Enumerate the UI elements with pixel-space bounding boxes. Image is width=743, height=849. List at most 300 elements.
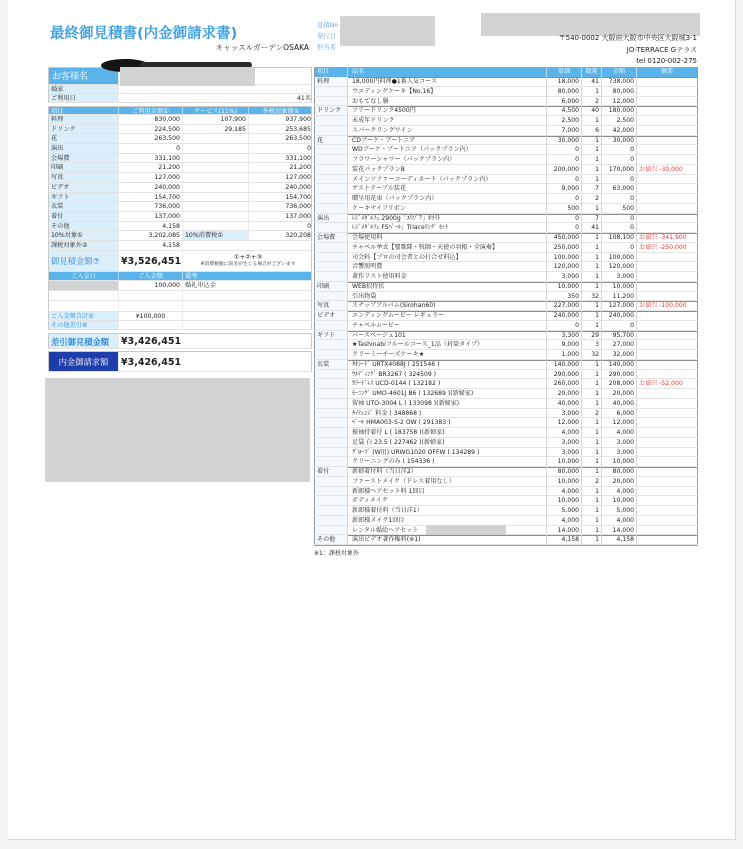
company-tel: tel 0120-002-275 (636, 57, 697, 65)
detail-row (314, 321, 698, 331)
detail-item-name: ｳｴﾃﾞｨﾝｸﾞ BR3267 ( 324509 ) (348, 370, 547, 379)
detail-quantity: 1 (582, 535, 602, 544)
summary-row-amount: 263,500 (119, 134, 183, 143)
detail-category (314, 448, 348, 457)
detail-category: ドリンク (314, 106, 348, 115)
detail-amount: 0 (602, 145, 637, 154)
detail-item-name: 引出物袋 (348, 292, 547, 301)
detail-row (314, 379, 698, 389)
detail-unit-price: 80,000 (547, 467, 582, 476)
other-deduction-row (48, 321, 312, 330)
summary-row (48, 125, 312, 135)
detail-category (314, 243, 348, 252)
detail-item-name: 新婦着付料（当日洋2） (348, 467, 547, 476)
detail-row (314, 106, 698, 116)
detail-quantity: 2 (582, 194, 602, 203)
detail-row (314, 116, 698, 126)
summary-row (48, 154, 312, 164)
detail-category (314, 184, 348, 193)
detail-unit-price: 0 (547, 321, 582, 330)
detail-category (314, 379, 348, 388)
detail-category (314, 399, 348, 408)
detail-quantity: 2 (582, 97, 602, 106)
detail-unit-price: 3,000 (547, 438, 582, 447)
summary-header-service: サービス(11%) (183, 107, 249, 114)
detail-amount: 0 (602, 155, 637, 164)
detail-remark (637, 311, 698, 320)
detail-row (314, 97, 698, 107)
detail-amount: 3,000 (602, 272, 637, 281)
detail-amount: 208,000 (602, 379, 637, 388)
detail-header-price: 単価 (547, 67, 582, 77)
detail-remark (637, 448, 698, 457)
detail-category (314, 526, 348, 535)
detail-amount: 63,000 (602, 184, 637, 193)
detail-rows (314, 77, 698, 545)
detail-quantity: 41 (582, 223, 602, 232)
summary-row-amount: 240,000 (119, 183, 183, 192)
summary-row-taxable: 937,900 (285, 116, 311, 123)
detail-row (314, 487, 698, 497)
summary-row-taxable: 127,000 (285, 174, 311, 182)
detail-row (314, 331, 698, 341)
detail-row (314, 311, 698, 321)
detail-unit-price: 6,000 (547, 97, 582, 106)
detail-quantity: 1 (582, 389, 602, 398)
detail-quantity: 1 (582, 399, 602, 408)
summary-row-service (183, 173, 249, 182)
detail-unit-price: 450,000 (547, 233, 582, 242)
detail-unit-price: 3,300 (547, 331, 582, 340)
detail-row (314, 272, 698, 282)
detail-row (314, 223, 698, 233)
estimate-total-label: 御見積金額⑦ (49, 251, 119, 271)
detail-row (314, 516, 698, 526)
summary-row (48, 163, 312, 173)
detail-remark (637, 126, 698, 135)
summary-row-service (183, 163, 249, 172)
detail-row (314, 418, 698, 428)
detail-amount: 6,000 (602, 409, 637, 418)
detail-quantity: 1 (582, 155, 602, 164)
detail-category (314, 477, 348, 486)
detail-category (314, 165, 348, 174)
detail-remark (637, 516, 698, 525)
detail-row (314, 535, 698, 545)
detail-unit-price: 40,000 (547, 399, 582, 408)
summary-row-service (183, 134, 249, 143)
summary-row-amount: 830,000 (119, 115, 183, 124)
detail-remark (637, 418, 698, 427)
detail-item-name: 18,000円料理●1番人気コース (348, 77, 547, 86)
detail-quantity: 29 (582, 331, 602, 340)
summary-row-service (183, 183, 249, 192)
detail-remark (637, 399, 698, 408)
detail-remark (637, 457, 698, 466)
detail-item-name: ゲストテーブル装花 (348, 184, 547, 193)
detail-category (314, 389, 348, 398)
detail-quantity: 1 (582, 311, 602, 320)
guest-count: 41名 (296, 95, 311, 102)
detail-item-name: 演出ビデオ著作権料(※1) (348, 535, 547, 544)
detail-item-name: ﾀｷｼｰﾄﾞ URTX4088J ( 251546 ) (348, 360, 547, 369)
summary-row-amount: 331,100 (119, 154, 183, 163)
detail-amount: 738,000 (602, 77, 637, 86)
detail-remark (637, 145, 698, 154)
summary-row-taxable: 21,200 (289, 164, 311, 172)
detail-amount: 27,000 (602, 340, 637, 349)
detail-amount: 2,500 (602, 116, 637, 125)
detail-unit-price: 12,000 (547, 418, 582, 427)
detail-item-name: メインソファーコーディネート（パックプラン内） (348, 175, 547, 184)
detail-header-remark: 摘要 (637, 67, 698, 77)
detail-remark (637, 87, 698, 96)
detail-quantity: 1 (582, 145, 602, 154)
detail-item-name: ウエディングケーキ【No.16】 (348, 87, 547, 96)
detail-amount: 170,000 (602, 165, 637, 174)
detail-amount: 12,000 (602, 97, 637, 106)
detail-amount: 0 (602, 223, 637, 232)
detail-amount: 12,000 (602, 418, 637, 427)
detail-unit-price: 0 (547, 145, 582, 154)
summary-row (48, 115, 312, 125)
detail-item-name: ｶﾗｰﾄﾞﾚｽ UCD-0144 ( 132182 ) (348, 379, 547, 388)
detail-category: 印刷 (314, 282, 348, 291)
usage-date-row (48, 94, 312, 103)
blank-cell (119, 291, 183, 301)
detail-unit-price: 0 (547, 214, 582, 223)
detail-category: 写真 (314, 301, 348, 310)
detail-header-category: 項目 (314, 67, 348, 77)
staff-label: 担当者 (317, 44, 336, 51)
summary-panel (48, 67, 312, 372)
detail-amount: 180,000 (602, 106, 637, 115)
detail-unit-price: 4,000 (547, 428, 582, 437)
detail-category (314, 204, 348, 213)
summary-header-item: 項目 (49, 107, 119, 114)
detail-item-name: WDブーケ・ブートニア（パックプラン内） (348, 145, 547, 154)
detail-remark (637, 340, 698, 349)
summary-row-amount: 4,158 (119, 222, 183, 231)
detail-category (314, 145, 348, 154)
detail-header-name: 品名 (348, 67, 547, 77)
detail-item-name: 留袖 UTO-3004 L ( 133098 )(新婦家) (348, 399, 547, 408)
detail-item-name: バースページュ101 (348, 331, 547, 340)
detail-unit-price: 240,000 (547, 311, 582, 320)
detail-item-name: チャペル挙式【聖歌隊・牧師・天使の羽根・全演奏】 (348, 243, 547, 252)
detail-quantity: 7 (582, 214, 602, 223)
detail-remark (637, 331, 698, 340)
summary-header-amount: ご利用金額① (119, 107, 183, 114)
detail-amount: 108,100 (602, 233, 637, 242)
detail-item-name: クリーニングのみ ( 154336 ) (348, 457, 547, 466)
document-title: 最終御見積書(内金御請求書) (50, 26, 238, 42)
detail-quantity: 2 (582, 409, 602, 418)
summary-row (48, 193, 312, 203)
detail-row (314, 389, 698, 399)
detail-category: ギフト (314, 331, 348, 340)
detail-unit-price: 20,000 (547, 389, 582, 398)
detail-row (314, 155, 698, 165)
detail-category (314, 496, 348, 505)
detail-amount: 10,000 (602, 457, 637, 466)
blank-cell (183, 312, 313, 320)
other-deduction-label: その他差引⑥ (49, 321, 119, 329)
detail-quantity: 1 (582, 516, 602, 525)
detail-remark: お値引 -52,000 (637, 379, 698, 388)
detail-category (314, 155, 348, 164)
payment-header-row (48, 272, 312, 281)
detail-unit-price: 200,000 (547, 165, 582, 174)
detail-quantity: 1 (582, 457, 602, 466)
company-address: 〒540-0002 大阪府大阪市中央区大阪城3-1 (558, 34, 697, 42)
detail-category (314, 506, 348, 515)
detail-quantity: 1 (582, 175, 602, 184)
company-building: JO-TERRACE Gテラス (626, 45, 697, 54)
customer-info-value (119, 85, 313, 93)
detail-item-name: ケーキナイフリボン (348, 204, 547, 213)
detail-quantity: 32 (582, 350, 602, 359)
detail-item-name: 贈呈用花束（パックプラン内） (348, 194, 547, 203)
detail-item-name: ﾍﾞｰﾙ HMA003-S-2 OW ( 291383 ) (348, 418, 547, 427)
payment-blank-row (48, 301, 312, 312)
detail-item-name: 新郎様ヘアセット料 1回目 (348, 487, 547, 496)
summary-row-label: その他 (49, 222, 119, 231)
summary-row-amount: 0 (119, 144, 183, 153)
detail-row (314, 340, 698, 350)
detail-row (314, 409, 698, 419)
tax-target-amount: 3,202,085 (119, 231, 183, 240)
detail-item-name: 足袋 白 23.5 ( 227462 )(新婦家) (348, 438, 547, 447)
detail-item-name: 新郎様メイク1回目 (348, 516, 547, 525)
detail-remark (637, 97, 698, 106)
tax-target-label: 10%対象① (49, 231, 119, 240)
detail-amount: 500 (602, 204, 637, 213)
detail-row (314, 428, 698, 438)
detail-row (314, 292, 698, 302)
detail-row (314, 399, 698, 409)
detail-row (314, 477, 698, 487)
detail-unit-price: 18,000 (547, 77, 582, 86)
summary-row-service (183, 193, 249, 202)
summary-row-taxable: 154,700 (285, 193, 311, 201)
payment-row (48, 281, 312, 291)
detail-row (314, 467, 698, 477)
detail-amount: 10,000 (602, 496, 637, 505)
detail-amount: 42,000 (602, 126, 637, 135)
summary-row-taxable: 0 (307, 145, 311, 153)
detail-item-name: フラワーシャワー（パックプラン内） (348, 155, 547, 164)
detail-row (314, 204, 698, 214)
summary-row-amount: 137,000 (119, 212, 183, 221)
detail-quantity: 1 (582, 116, 602, 125)
detail-unit-price: 4,500 (547, 106, 582, 115)
detail-amount: 80,000 (602, 467, 637, 476)
detail-amount: 14,000 (602, 526, 637, 535)
footnote: ※1：課税対象外 (314, 550, 359, 557)
summary-row-label: ギフト (49, 193, 119, 202)
detail-unit-price: 3,000 (547, 272, 582, 281)
blank-cell (119, 301, 183, 311)
detail-category (314, 223, 348, 232)
detail-category (314, 438, 348, 447)
consumption-tax-label: 10%消費税① (183, 231, 249, 240)
detail-item-name: 新郎様着付料（当日洋1） (348, 506, 547, 515)
detail-amount: 290,000 (602, 370, 637, 379)
payment-amount: 100,000 (119, 281, 183, 290)
summary-row-amount: 736,000 (119, 202, 183, 211)
invoice-row (48, 351, 312, 372)
detail-row (314, 370, 698, 380)
payment-total-row (48, 312, 312, 321)
detail-row (314, 496, 698, 506)
summary-header-row (48, 106, 312, 115)
detail-item-name: ボディメイク (348, 496, 547, 505)
detail-unit-price: 227,000 (547, 301, 582, 310)
detail-remark: お値引 -341,900 (637, 233, 698, 242)
detail-quantity: 1 (582, 526, 602, 535)
summary-row-amount: 127,000 (119, 173, 183, 182)
detail-unit-price: 9,000 (547, 184, 582, 193)
detail-amount: 30,000 (602, 136, 637, 145)
detail-category: 会場費 (314, 233, 348, 242)
detail-remark (637, 262, 698, 271)
detail-remark (637, 106, 698, 115)
detail-category (314, 340, 348, 349)
payment-blank-row (48, 291, 312, 302)
detail-row-redaction (426, 525, 506, 535)
company-info (559, 33, 697, 68)
summary-row (48, 222, 312, 232)
detail-unit-price: 10,000 (547, 282, 582, 291)
detail-amount: 0 (602, 175, 637, 184)
detail-quantity: 1 (582, 487, 602, 496)
detail-unit-price: 290,000 (547, 370, 582, 379)
detail-item-name: レンタル婚給ヘアセット (348, 526, 547, 535)
detail-remark (637, 155, 698, 164)
detail-item-name: WEB招待状 (348, 282, 547, 291)
customer-info-row (48, 85, 312, 94)
detail-remark (637, 428, 698, 437)
summary-row (48, 212, 312, 222)
detail-amount: 0 (602, 214, 637, 223)
detail-quantity: 1 (582, 418, 602, 427)
detail-quantity: 1 (582, 301, 602, 310)
summary-row-taxable: 0 (307, 222, 311, 230)
detail-row (314, 136, 698, 146)
detail-category: 花 (314, 136, 348, 145)
detail-amount: 4,158 (602, 535, 637, 544)
detail-remark (637, 253, 698, 262)
detail-amount: 80,000 (602, 87, 637, 96)
detail-quantity: 1 (582, 448, 602, 457)
detail-quantity: 1 (582, 428, 602, 437)
detail-remark (637, 116, 698, 125)
detail-remark (637, 389, 698, 398)
summary-row-label: 演出 (49, 144, 119, 153)
summary-row-taxable: 137,000 (285, 212, 311, 220)
detail-quantity: 1 (582, 204, 602, 213)
detail-header-row (314, 67, 698, 77)
detail-quantity: 41 (582, 77, 602, 86)
blank-cell (183, 321, 313, 329)
summary-row-label: 花 (49, 134, 119, 143)
detail-amount: 140,000 (602, 360, 637, 369)
detail-item-name: 音響照明費 (348, 262, 547, 271)
detail-row (314, 243, 698, 253)
detail-unit-price: 9,000 (547, 340, 582, 349)
payment-header-date: ご入金日 (49, 272, 119, 280)
detail-remark (637, 223, 698, 232)
detail-quantity: 3 (582, 340, 602, 349)
balance-label: 差引御見積金額 (49, 334, 119, 348)
detail-unit-price: 260,000 (547, 379, 582, 388)
detail-unit-price: 140,000 (547, 360, 582, 369)
summary-row (48, 183, 312, 193)
detail-item-name: ﾓｰﾆﾝｸﾞ UMO-4601J B6 ( 132689 )(新婦家) (348, 389, 547, 398)
detail-quantity: 1 (582, 253, 602, 262)
detail-category (314, 418, 348, 427)
detail-item-name: 装花パックプランB (348, 165, 547, 174)
detail-unit-price: 10,000 (547, 457, 582, 466)
detail-row (314, 233, 698, 243)
blank-cell (183, 301, 313, 311)
usage-date-label: ご利用日 (49, 94, 119, 102)
detail-remark: お値引 -100,000 (637, 301, 698, 310)
meta-redaction (340, 16, 435, 46)
detail-amount: 40,000 (602, 399, 637, 408)
detail-remark (637, 409, 698, 418)
summary-row-service (183, 222, 249, 231)
detail-remark (637, 321, 698, 330)
detail-quantity: 1 (582, 262, 602, 271)
summary-row-amount: 154,700 (119, 193, 183, 202)
estimate-total-amount: ¥3,526,451 (119, 251, 183, 271)
summary-row-label: 着付 (49, 212, 119, 221)
nontax-row (48, 241, 312, 251)
detail-remark (637, 487, 698, 496)
detail-amount: 4,000 (602, 516, 637, 525)
payment-total-label: ご入金額合計⑤ (49, 312, 119, 320)
blank-cell (49, 291, 119, 301)
detail-unit-price: 1,000 (547, 350, 582, 359)
detail-quantity: 7 (582, 184, 602, 193)
detail-category (314, 516, 348, 525)
detail-amount: 95,700 (602, 331, 637, 340)
detail-category (314, 126, 348, 135)
detail-item-name: チャペルムービー (348, 321, 547, 330)
detail-unit-price: 2,500 (547, 116, 582, 125)
detail-row (314, 282, 698, 292)
detail-table (314, 67, 698, 546)
summary-row-taxable: 263,500 (285, 135, 311, 143)
detail-row (314, 175, 698, 185)
detail-unit-price: 30,000 (547, 136, 582, 145)
detail-category (314, 370, 348, 379)
summary-row-label: ドリンク (49, 125, 119, 134)
detail-quantity: 1 (582, 506, 602, 515)
detail-quantity: 1 (582, 233, 602, 242)
detail-amount: 20,000 (602, 389, 637, 398)
detail-amount: 20,000 (602, 477, 637, 486)
summary-row-service (183, 144, 249, 153)
detail-category: 料理 (314, 77, 348, 86)
nontax-empty (183, 241, 313, 250)
detail-amount: 120,000 (602, 262, 637, 271)
estimate-formula-cell (183, 251, 313, 271)
summary-row (48, 173, 312, 183)
detail-item-name: フリードリンク4500円 (348, 106, 547, 115)
